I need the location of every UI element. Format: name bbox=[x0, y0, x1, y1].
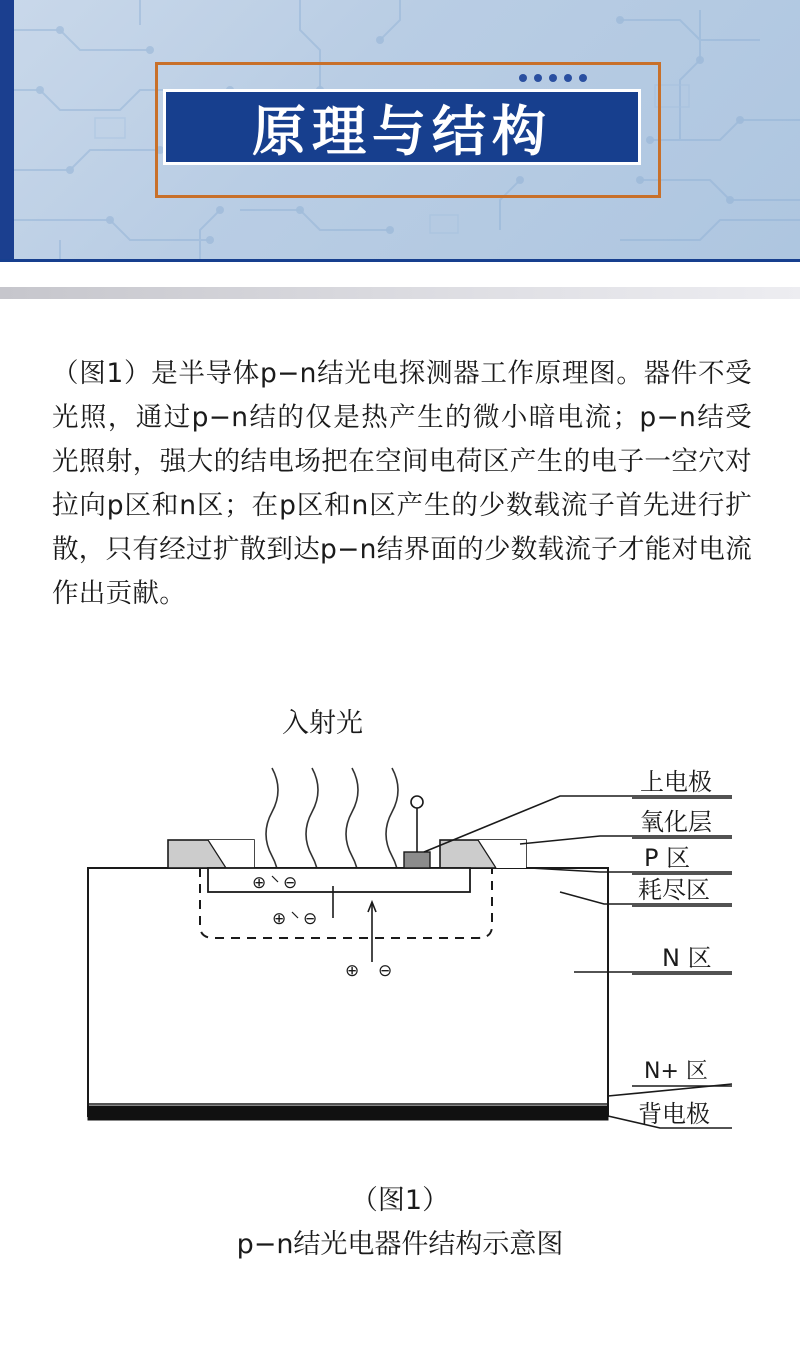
section-divider-strip bbox=[0, 287, 800, 299]
banner-accent-bar bbox=[0, 0, 14, 262]
charge-negative-1: ⊖ bbox=[283, 873, 298, 893]
top-left-electrode-pad bbox=[168, 840, 254, 868]
label-n-region: N 区 bbox=[662, 944, 712, 972]
label-top-electrode: 上电极 bbox=[640, 768, 712, 796]
incident-light-label: 入射光 bbox=[282, 708, 363, 739]
n-region-body bbox=[88, 868, 608, 1116]
electrode-terminal-circle bbox=[411, 796, 423, 808]
label-oxide-layer: 氧化层 bbox=[640, 808, 712, 836]
top-right-electrode-pad bbox=[440, 840, 526, 868]
charge-positive-1: ⊕ bbox=[252, 873, 267, 893]
label-underlines bbox=[632, 798, 732, 1086]
page-title-box bbox=[163, 89, 641, 165]
figure-caption-text: p−n结光电器件结构示意图 bbox=[236, 1229, 564, 1260]
label-depletion-region: 耗尽区 bbox=[638, 876, 710, 904]
page-title: 原理与结构 bbox=[252, 99, 552, 163]
label-n-plus-region: N+ 区 bbox=[644, 1059, 708, 1084]
back-electrode-bar bbox=[88, 1106, 608, 1120]
charge-negative-3: ⊖ bbox=[378, 961, 393, 981]
label-back-electrode: 背电极 bbox=[638, 1100, 710, 1128]
charge-positive-3: ⊕ bbox=[345, 961, 360, 981]
figure-caption-number: （图1） bbox=[350, 1185, 450, 1216]
banner-bottom-rule bbox=[0, 259, 800, 262]
article-paragraph: （图1）是半导体p−n结光电探测器工作原理图。器件不受光照，通过p−n结的仅是热产生的微小暗电流；p−n结受光照射，强大的结电场把在空间电荷区产生的电子一空穴对拉向p区和n区；在p区和n区产生的少数载流子首先进行扩散，只有经过扩散到达p−n结界面的少数载流子才能对电流作出贡献。 bbox=[52, 358, 752, 609]
label-p-region: P 区 bbox=[644, 844, 691, 872]
header-banner bbox=[0, 0, 800, 262]
p-region-strip bbox=[208, 868, 470, 892]
oxide-contact-block bbox=[404, 852, 430, 868]
charge-positive-2: ⊕ bbox=[272, 909, 287, 929]
charge-negative-2: ⊖ bbox=[303, 909, 318, 929]
